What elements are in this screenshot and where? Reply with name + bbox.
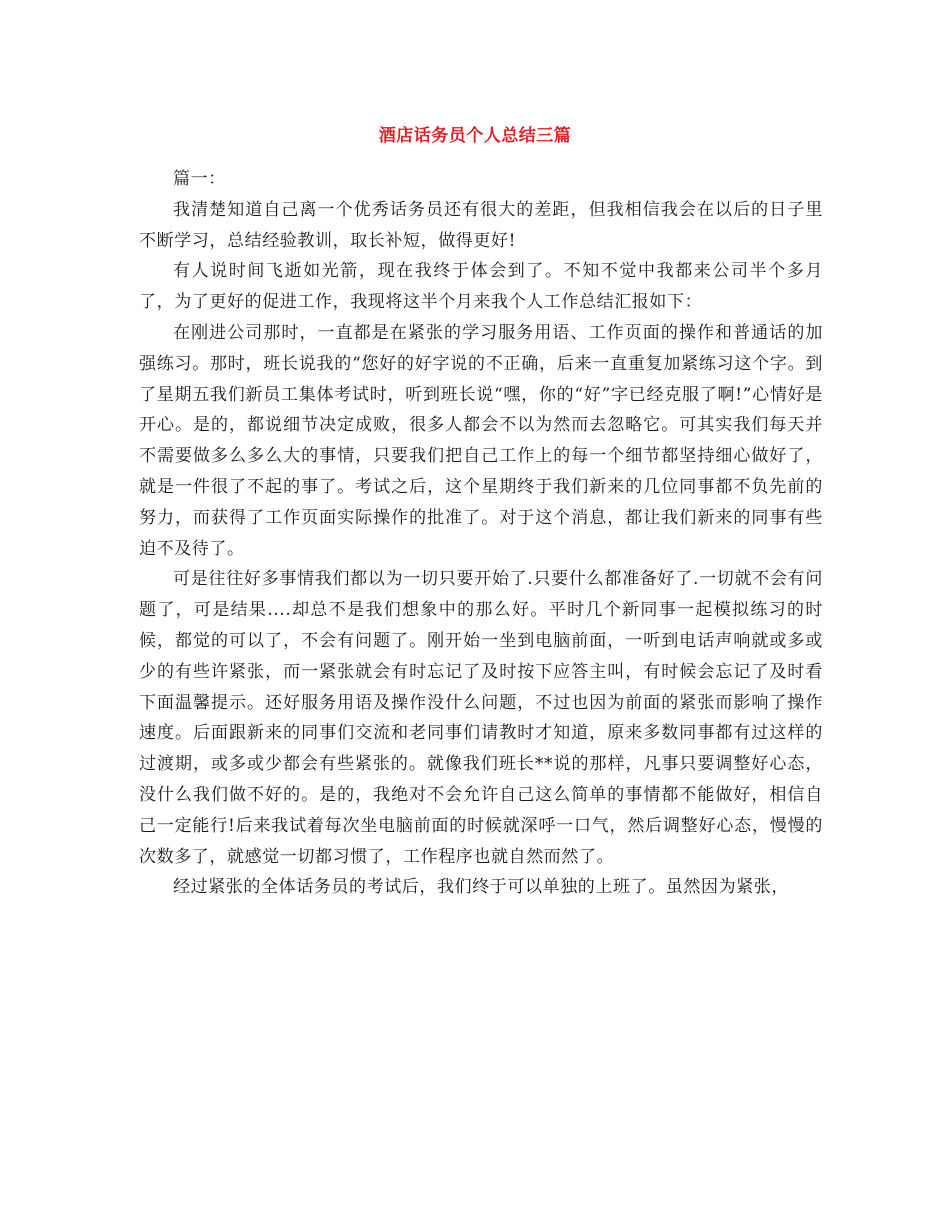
body-paragraph: 有人说时间飞逝如光箭，现在我终于体会到了。不知不觉中我都来公司半个多月了，为了更好的促进工作，我现将这半个月来我个人工作总结汇报如下： <box>139 261 823 313</box>
body-paragraph: 经过紧张的全体话务员的考试后，我们终于可以单独的上班了。虽然因为紧张， <box>173 877 789 898</box>
document-body <box>139 164 823 903</box>
body-paragraph: 我清楚知道自己离一个优秀话务员还有很大的差距，但我相信我会在以后的日子里不断学习，总结经验教训，取长补短，做得更好! <box>139 199 823 251</box>
section-heading: 篇一： <box>173 169 226 189</box>
document-title: 酒店话务员个人总结三篇 <box>378 126 572 146</box>
body-paragraph: 可是往往好多事情我们都以为一切只要开始了.只要什么都准备好了.一切就不会有问题了，可是结果....却总不是我们想象中的那么好。平时几个新同事一起模拟练习的时候，都觉的可以了，不会有问题了。刚开始一坐到电脑前面，一听到电话声响就或多或少的有些许紧张，而一紧张就会有时忘记了及时按下应答主叫，有时候会忘记了及时看下面温馨提示。还好服务用语及操作没什么问题，不过也因为前面的紧张而影响了操作速度。后面跟新来的同事们交流和老同事们请教时才知道，原来多数同事都有过这样的过渡期，或多或少都会有些紧张的。就像我们班长**说的那样，凡事只要调整好心态，没什么我们做不好的。是的，我绝对不会允许自己这么简单的事情都不能做好，相信自己一定能行!后来我试着每次坐电脑前面的时候就深呼一口气，然后调整好心态，慢慢的次数多了，就感觉一切都习惯了，工作程序也就自然而然了。 <box>139 569 823 867</box>
body-paragraph: 在刚进公司那时，一直都是在紧张的学习服务用语、工作页面的操作和普通话的加强练习。那时，班长说我的“您好的好字说的不正确，后来一直重复加紧练习这个字。到了星期五我们新员工集体考试时，听到班长说“嘿，你的“好”字已经克服了啊!”心情好是开心。是的，都说细节决定成败，很多人都会不以为然而去忽略它。可其实我们每天并不需要做多么多么大的事情，只要我们把自己工作上的每一个细节都坚持细心做好了，就是一件很了不起的事了。考试之后，这个星期终于我们新来的几位同事都不负先前的努力，而获得了工作页面实际操作的批准了。对于这个消息，都让我们新来的同事有些迫不及待了。 <box>139 322 823 559</box>
